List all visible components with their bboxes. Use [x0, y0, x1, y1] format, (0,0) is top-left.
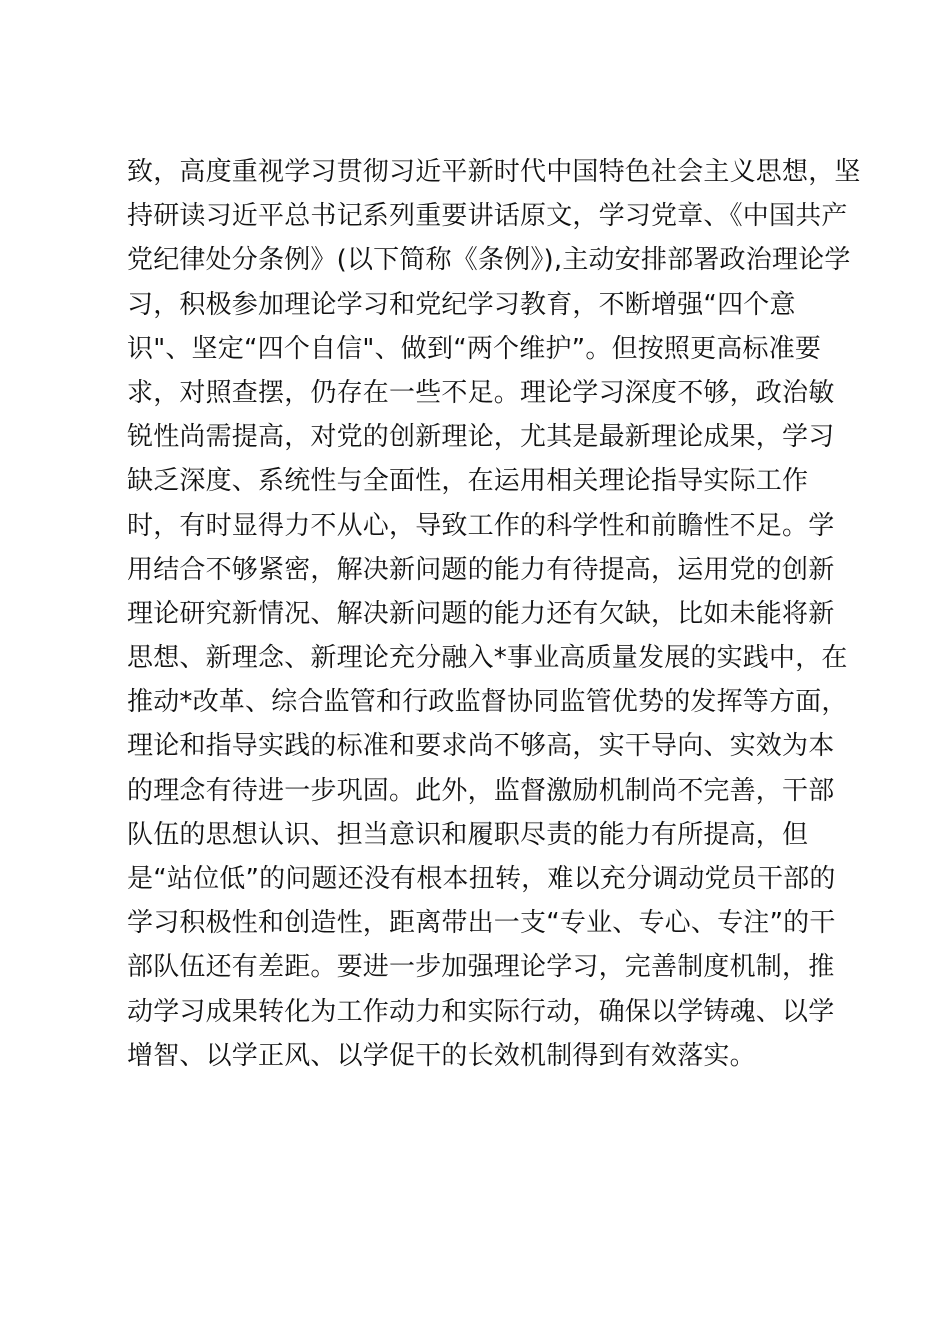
text-line: 理论研究新情况、解决新问题的能力还有欠缺，比如未能将新: [127, 598, 835, 629]
text-line: 动学习成果转化为工作动力和实际行动，确保以学铸魂、以学: [127, 996, 835, 1027]
text-line: 学习积极性和创造性，距离带出一支“专业、专心、专注”的干: [127, 908, 836, 939]
text-line: 党纪律处分条例》(以下简称《条例》),主动安排部署政治理论学: [127, 245, 851, 276]
text-line: 锐性尚需提高，对党的创新理论，尤其是最新理论成果，学习: [127, 422, 835, 453]
text-line: 习，积极参加理论学习和党纪学习教育，不断增强“四个意: [127, 289, 796, 320]
text-line: 部队伍还有差距。要进一步加强理论学习，完善制度机制，推: [127, 952, 835, 983]
text-line: 思想、新理念、新理论充分融入*事业高质量发展的实践中，在: [127, 643, 848, 674]
text-line: 致，高度重视学习贯彻习近平新时代中国特色社会主义思想，坚: [127, 157, 861, 187]
text-line: 用结合不够紧密，解决新问题的能力有待提高，运用党的创新: [127, 554, 835, 585]
text-line: 理论和指导实践的标准和要求尚不够高，实干导向、实效为本: [127, 731, 835, 762]
text-line: 是“站位低”的问题还没有根本扭转，难以充分调动党员干部的: [127, 864, 836, 894]
text-line: 推动*改革、综合监管和行政监督协同监管优势的发挥等方面，: [127, 687, 848, 718]
text-line: 求，对照查摆，仍存在一些不足。理论学习深度不够，政治敏: [127, 377, 835, 408]
body-paragraph: [127, 150, 861, 1078]
text-line: 缺乏深度、系统性与全面性，在运用相关理论指导实际工作: [127, 466, 809, 497]
text-line: 识"、坚定“四个自信"、做到“两个维护”。但按照更高标准要: [127, 333, 822, 364]
text-line: 队伍的思想认识、担当意识和履职尽责的能力有所提高，但: [127, 819, 809, 850]
text-line: 增智、以学正风、以学促干的长效机制得到有效落实。: [127, 1040, 756, 1071]
text-line: 持研读习近平总书记系列重要讲话原文，学习党章、《中国共产: [127, 201, 848, 232]
text-line: 时，有时显得力不从心，导致工作的科学性和前瞻性不足。学: [127, 510, 835, 541]
text-line: 的理念有待进一步巩固。此外，监督激励机制尚不完善，干部: [127, 775, 835, 806]
